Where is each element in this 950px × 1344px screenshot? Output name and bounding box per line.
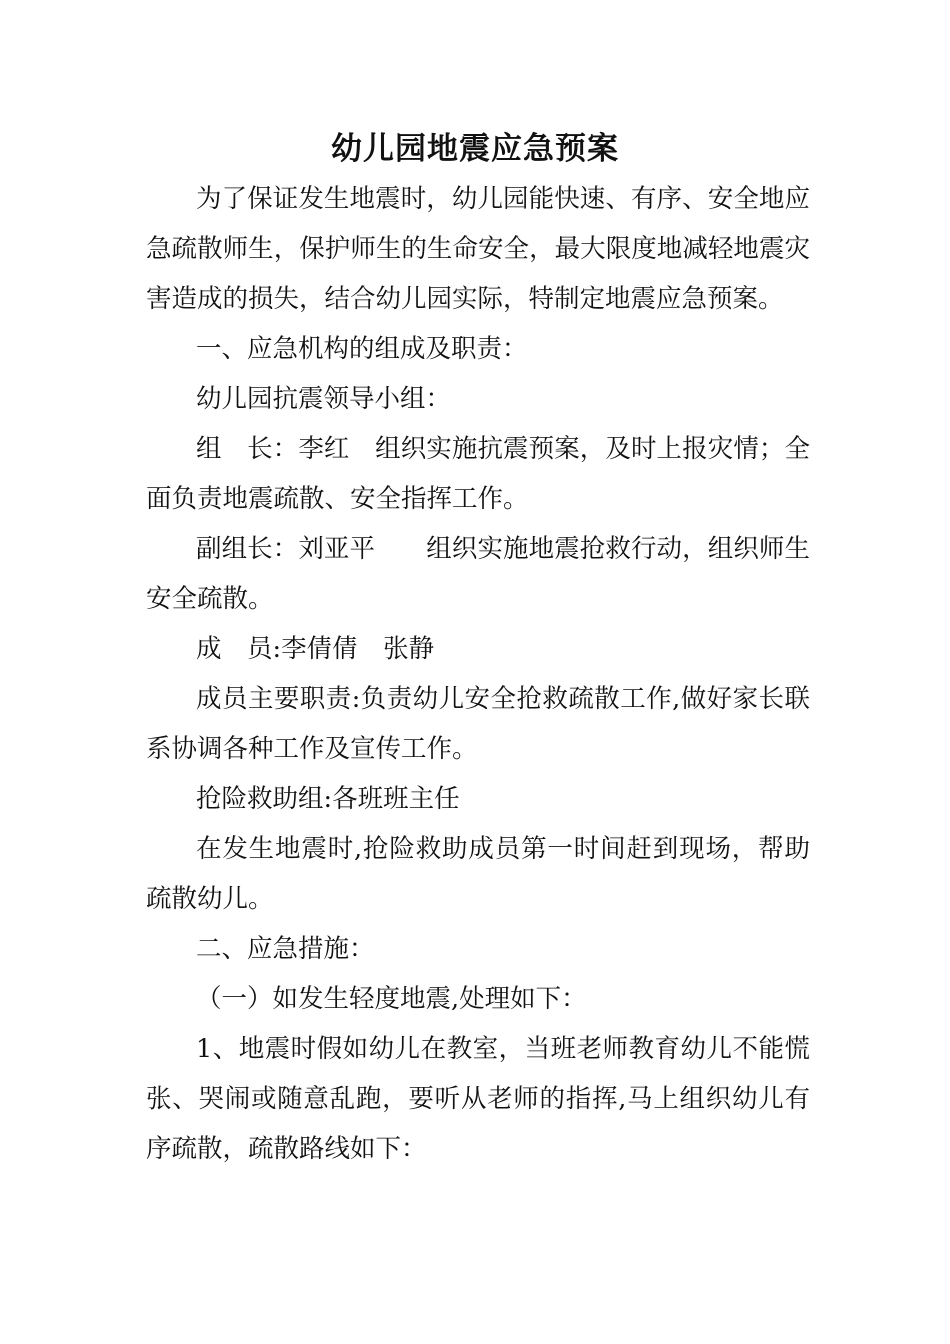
- paragraph-leadership-group: 幼儿园抗震领导小组：: [196, 384, 452, 414]
- paragraph-member-duties: 成员主要职责:负责幼儿安全抢救疏散工作,做好家长联系协调各种工作及宣传工作。: [146, 684, 810, 764]
- section-heading-1: 一、应急机构的组成及职责：: [196, 334, 528, 364]
- section-heading-2: 二、应急措施：: [196, 934, 375, 964]
- document-body: [146, 174, 810, 1174]
- paragraph-rescue-group: 抢险救助组:各班班主任: [196, 784, 460, 814]
- subsection-heading-1: （一）如发生轻度地震,处理如下：: [196, 984, 587, 1014]
- paragraph-members: 成 员:李倩倩 张静: [196, 634, 435, 664]
- paragraph-group-leader: 组 长：李红 组织实施抗震预案，及时上报灾情；全面负责地震疏散、安全指挥工作。: [146, 434, 810, 514]
- paragraph-intro: 为了保证发生地震时，幼儿园能快速、有序、安全地应急疏散师生，保护师生的生命安全，最大限度地减轻地震灾害造成的损失，结合幼儿园实际，特制定地震应急预案。: [146, 184, 810, 314]
- paragraph-step-1: 1、地震时假如幼儿在教室，当班老师教育幼儿不能慌张、哭闹或随意乱跑，要听从老师的指挥,马上组织幼儿有序疏散，疏散路线如下：: [146, 1034, 810, 1164]
- document-title: 幼儿园地震应急预案: [331, 131, 619, 167]
- paragraph-deputy-leader: 副组长：刘亚平 组织实施地震抢救行动，组织师生安全疏散。: [146, 534, 810, 614]
- paragraph-rescue-duties: 在发生地震时,抢险救助成员第一时间赶到现场，帮助疏散幼儿。: [146, 834, 810, 914]
